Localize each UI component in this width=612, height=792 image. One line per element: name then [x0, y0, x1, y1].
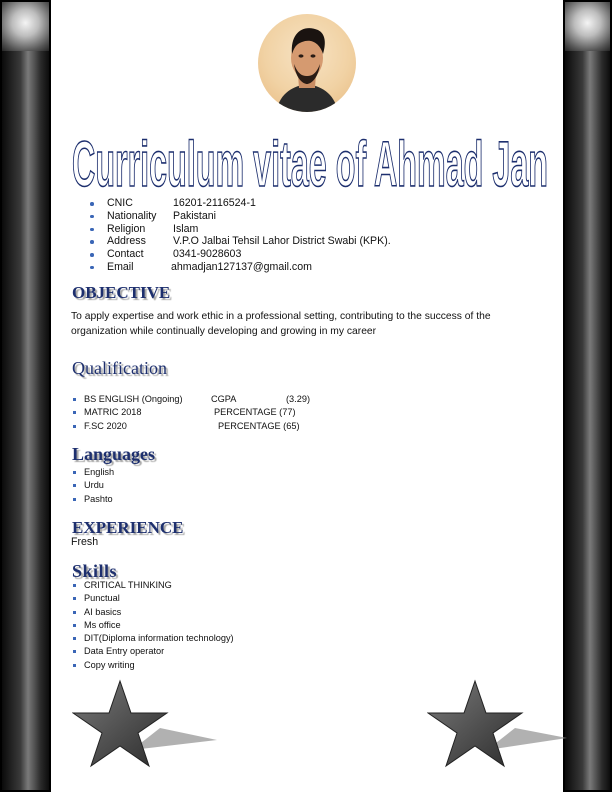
- languages-heading: Languages: [72, 444, 156, 464]
- qualification-heading: Qualification: [72, 358, 167, 378]
- skill-item: Ms office: [73, 619, 234, 632]
- qualification-item: BS ENGLISH (Ongoing) CGPA (3.29): [73, 393, 183, 406]
- language-item: Urdu: [73, 479, 114, 492]
- qualification-item: F.SC 2020 PERCENTAGE (65): [73, 420, 183, 433]
- skill-item: Punctual: [73, 592, 234, 605]
- portrait-illustration: [258, 14, 356, 112]
- skills-heading: Skills: [72, 561, 118, 581]
- skill-item: Copy writing: [73, 659, 234, 672]
- star-decoration-left: [72, 678, 217, 768]
- experience-text: Fresh: [71, 536, 99, 548]
- right-border-decoration: [563, 0, 612, 792]
- profile-photo: [258, 14, 356, 112]
- svg-text:Curriculum vitae of Ahmad Jan: Curriculum vitae of Ahmad Jan: [72, 128, 548, 196]
- info-address: Address V.P.O Jalbai Tehsil Lahor District Swabi (KPK).: [90, 235, 391, 248]
- language-item: English: [73, 466, 114, 479]
- personal-info-list: [90, 197, 391, 274]
- skill-item: AI basics: [73, 606, 234, 619]
- info-email: Email ahmadjan127137@gmail.com: [90, 261, 391, 274]
- info-cnic: CNIC 16201-2116524-1: [90, 197, 391, 210]
- qualification-item: MATRIC 2018 PERCENTAGE (77): [73, 406, 183, 419]
- star-decoration-right: [427, 678, 572, 768]
- left-border-decoration: [0, 0, 51, 792]
- objective-text: To apply expertise and work ethic in a professional setting, contributing to the success of the organization while continually developing and growing in my career: [71, 311, 491, 337]
- skill-item: CRITICAL THINKING: [73, 579, 234, 592]
- language-item: Pashto: [73, 493, 114, 506]
- info-nationality: Nationality Pakistani: [90, 210, 391, 223]
- cv-title: [68, 120, 553, 196]
- experience-heading: EXPERIENCE: [72, 518, 184, 537]
- skill-item: Data Entry operator: [73, 645, 234, 658]
- languages-list: [73, 466, 114, 506]
- objective-heading: OBJECTIVE: [72, 283, 171, 302]
- skill-item: DIT(Diploma information technology): [73, 632, 234, 645]
- info-contact: Contact 0341-9028603: [90, 248, 391, 261]
- skills-list: [73, 579, 234, 672]
- info-religion: Religion Islam: [90, 223, 391, 236]
- qualification-list: [73, 393, 311, 433]
